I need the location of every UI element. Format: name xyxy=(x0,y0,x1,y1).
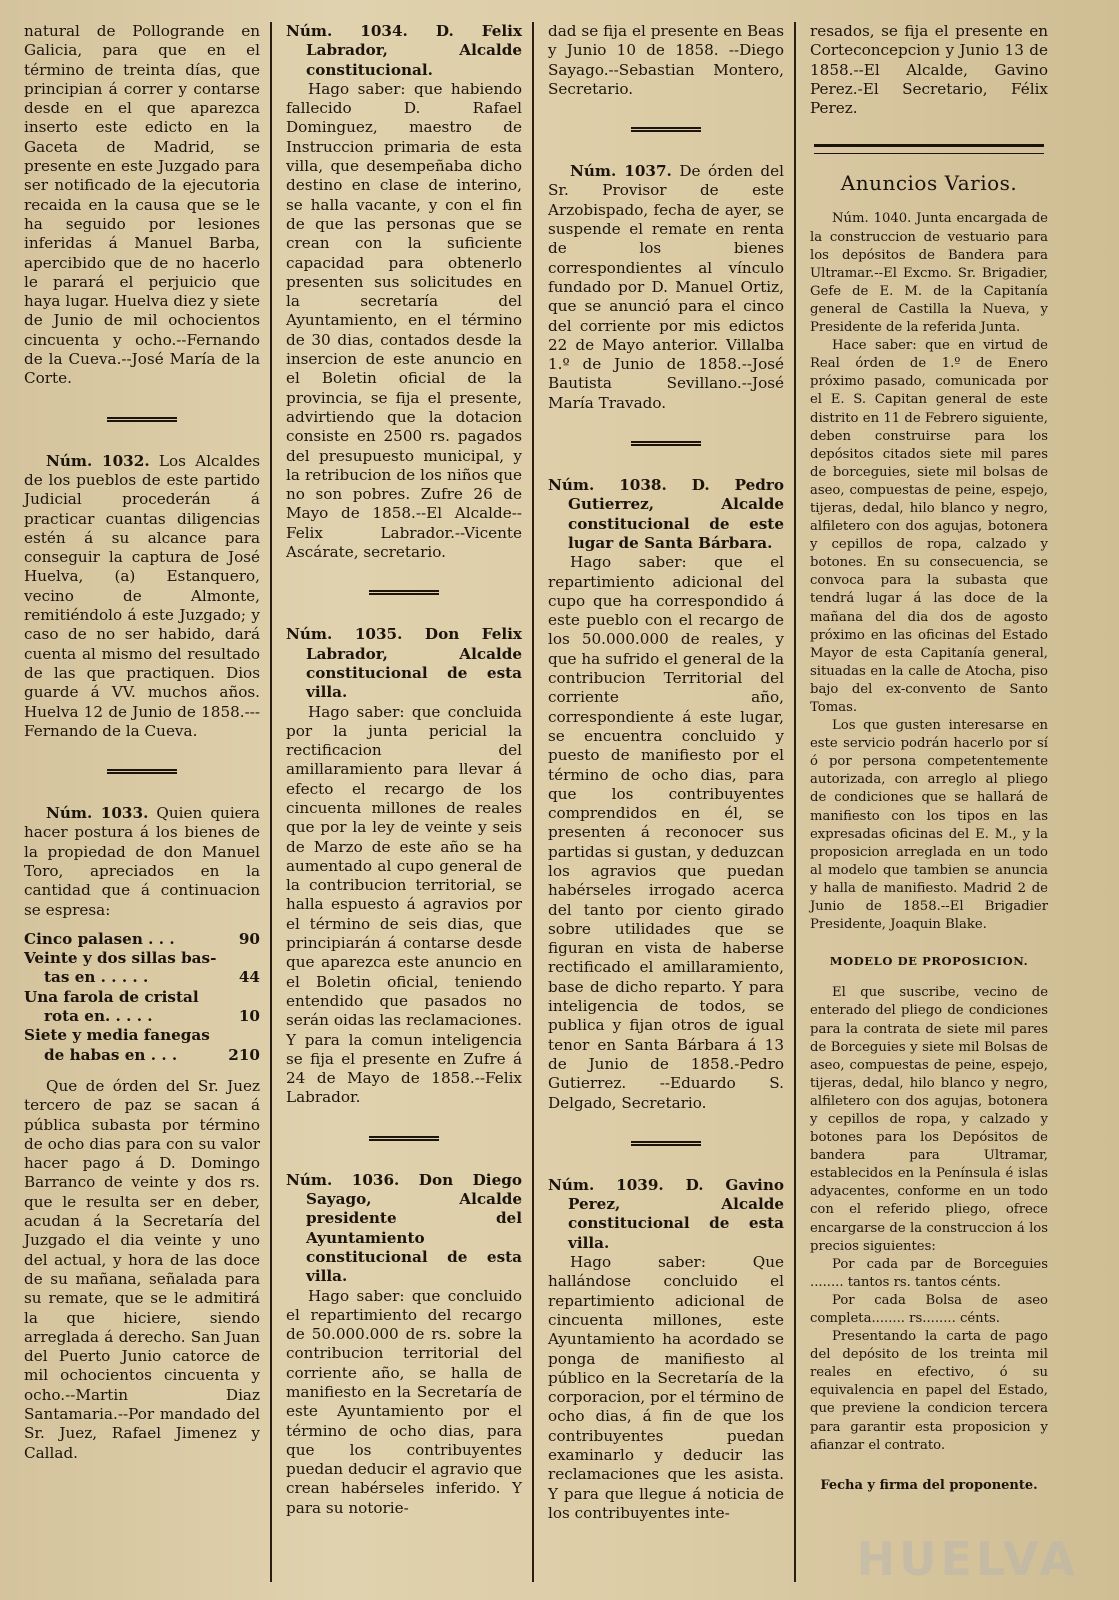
notice-1038-title xyxy=(548,476,784,553)
separator xyxy=(369,590,439,595)
separator xyxy=(631,1141,701,1146)
notice-number: Núm. 1032. xyxy=(46,451,150,470)
signature-line: Fecha y firma del proponente. xyxy=(820,1477,1038,1493)
notice-text: De órden del Sr. Provisor de este Arzobispado, fecha de ayer, se suspende el remate en renta de los bienes correspondientes al vínculo fundado por D. Manuel Ortiz, que se anunció para el cinco del corriente por mis edictos 22 de Mayo anterior. Villalba 1.º de Junio de 1858.--José Bautista Sevillano.--José María Travado. xyxy=(548,162,784,412)
separator xyxy=(631,127,701,132)
continued-text: dad se fija el presente en Beas y Junio 10 de 1858. --Diego Sayago.--Sebastian Montero, Secretario. xyxy=(548,22,784,98)
notice-title: D. Felix Labrador, Alcalde constitucional. xyxy=(306,22,522,79)
notice-number: Núm. 1035. xyxy=(286,625,403,644)
separator xyxy=(107,417,177,422)
goods-label-cont: rota en. . . . . xyxy=(44,1007,153,1026)
notice-text: Quien quiera hacer postura á los bienes de la propiedad de don Manuel Toro, apreciados en la cantidad que á continuacion se espresa: xyxy=(24,804,260,919)
goods-list xyxy=(24,930,260,1065)
continued-text: natural de Pollogrande en Galicia, para que en el término de treinta días, que principian á correr y contarse desde en el que aparezca inserto este edicto en la Gaceta de Madrid, se presente en este Juzgado para ser notificado de la ejecutoria recaida en la causa que se le ha seguido por lesiones inferidas á Manuel Barba, apercibido que de no hacerlo le parará el perjuicio que haya lugar. Huelva diez y siete de Junio de mil ochocientos cincuenta y ocho.--Fernando de la Cueva.--José María de la Corte. xyxy=(24,22,260,388)
library-watermark: HUELVA xyxy=(856,1532,1079,1586)
notice-number: Núm. 1036. xyxy=(286,1170,400,1189)
model-text: El que suscribe, vecino de enterado del pliego de condiciones para la contrata de siete mil pares de Borceguies y siete mil Bolsas de aseo, compuestas de peine, espejo, tijeras, dedal, hilo blanco y negro, alfiletero con dos agujas, botonera y cepillos de ropa, y calzado y botones para los Depósitos de bandera para Ultramar, establecidos en la Península é islas adyacentes, conforme en un todo con el referido pliego, ofrece encargarse de la construccion á los precios siguientes: xyxy=(810,985,1048,1254)
notice-text: Hago saber: que concluido el repartimiento del recargo de 50.000.000 de rs. sobre la contribucion territorial del corriente año, se halla de manifiesto en la Secretaría de este Ayuntamiento por el término de ocho dias, para que los contribuyentes puedan deducir el agravio que crean habérseles inferido. Y para su notorie- xyxy=(286,1286,522,1517)
section-heading: Anuncios Varios. xyxy=(840,171,1018,196)
column-4 xyxy=(796,22,1058,1582)
goods-item xyxy=(24,949,260,988)
notice-1037 xyxy=(548,162,784,413)
goods-value: 44 xyxy=(238,968,260,987)
notice-1039-title xyxy=(548,1176,784,1253)
notice-text: Hago saber: que habiendo fallecido D. Rafael Dominguez, maestro de Instruccion primaria de esta villa, que desempeñaba dicho destino en clase de interino, se halla vacante, y con el fin de que las personas que se crean con la suficiente capacidad para obtenerlo presenten sus solicitudes en la secretaría del Ayuntamiento, en el término de 30 dias, contados desde la insercion de este anuncio en el Boletin oficial de la provincia, se fija el presente, advirtiendo que la dotacion consiste en 2500 rs. pagados del presupuesto municipal, y la retribucion de los niños que no son pobres. Zufre 26 de Mayo de 1858.--El Alcalde--Felix Labrador.--Vicente Ascárate, secretario. xyxy=(286,79,522,562)
model-text: Presentando la carta de pago del depósito de los treinta mil reales en efectivo, ó su equivalencia en papel del Estado, que previene la condicion tercera para garantir esta proposicion y afianzar el contrato. xyxy=(810,1329,1048,1453)
separator xyxy=(107,769,177,774)
goods-value: 10 xyxy=(238,1007,260,1026)
notice-title: D. Gavino Perez, Alcalde constitucional de esta villa. xyxy=(568,1175,784,1252)
goods-label-cont: tas en . . . . . xyxy=(44,968,149,987)
notice-number: Núm. 1037. xyxy=(570,162,672,181)
column-3 xyxy=(534,22,796,1582)
notice-number: Núm. 1038. xyxy=(548,476,667,495)
section-separator xyxy=(814,144,1044,154)
notice-1034-title xyxy=(286,22,522,80)
goods-item xyxy=(24,1026,260,1065)
goods-item xyxy=(24,988,260,1027)
notice-1032 xyxy=(24,452,260,741)
notice-number: Núm. 1033. xyxy=(46,804,149,823)
notice-text: Hago saber: que concluida por la junta pericial la rectificacion del amillaramiento para llevar á efecto el recargo de los cincuenta millones de reales que por la ley de veinte y seis de Marzo de este año se ha aumentado al cupo general de la contribucion territorial, se halla espuesto á agravios por el término de seis dias, que principiarán á contarse desde que aparezca este anuncio en el Boletin oficial, teniendo entendido que pasados no serán oidas las reclamaciones. Y para la comun inteligencia se fija el presente en Zufre á 24 de Mayo de 1858.--Felix Labrador. xyxy=(286,702,522,1107)
goods-value: 90 xyxy=(238,929,260,948)
notice-title: Don Diego Sayago, Alcalde presidente del Ayuntamiento constitucional de esta villa. xyxy=(306,1170,522,1286)
goods-value: 210 xyxy=(228,1045,260,1064)
goods-label: Siete y media fanegas xyxy=(24,1026,210,1045)
notice-1040 xyxy=(810,210,1048,337)
notice-text: Hago saber: que el repartimiento adicional del cupo que ha correspondido á este pueblo con el recargo de los 50.000.000 de reales, y que ha sufrido el general de la contribucion Territorial del corriente año, correspondiente á este lugar, se encuentra concluido y puesto de manifiesto por el término de ocho dias, para que los contribuyentes comprendidos en él, se presenten á reconocer sus partidas si gustan, y deduzcan los agravios que puedan habérseles irrogado acerca del tanto por ciento girado sobre utilidades que se figuran en vista de haberse rectificado el amillaramiento, base de dicho reparto. Y para inteligencia de todos, se publica y fijan otros de igual tenor en Santa Bárbara á 13 de Junio de 1858.-Pedro Gutierrez. --Eduardo S. Delgado, Secretario. xyxy=(548,553,784,1112)
goods-label: Una farola de cristal xyxy=(24,987,199,1006)
price-line: Por cada Bolsa de aseo completa........ rs........ cénts. xyxy=(810,1292,1048,1327)
notice-number: Núm. 1039. xyxy=(548,1175,664,1194)
price-line: Por cada par de Borceguies ........ tantos rs. tantos cénts. xyxy=(810,1256,1048,1290)
model-heading: MODELO DE PROPOSICION. xyxy=(829,954,1029,969)
column-1 xyxy=(10,22,272,1582)
notice-text: Los que gusten interesarse en este servicio podrán hacerlo por sí ó por persona competentemente autorizada, con arreglo al pliego de condiciones que se hallará de manifiesto con los tipos en las expresadas oficinas del E. M., y la proposicion arreglada en un todo al modelo que tambien se anuncia y halla de manifiesto. Madrid 2 de Junio de 1858.--El Brigadier Presidente, Joaquin Blake. xyxy=(810,718,1048,933)
goods-label-cont: de habas en . . . xyxy=(44,1045,178,1064)
goods-label: Veinte y dos sillas bas- xyxy=(24,949,217,968)
notice-title: D. Pedro Gutierrez, Alcalde constitucional de este lugar de Santa Bárbara. xyxy=(568,476,784,552)
notice-text: Junta encargada de la construccion de vestuario para los depósitos de Bandera para Ultramar.--El Excmo. Sr. Brigadier, Gefe de E. M. de la Capitanía general de Castilla la Nueva, y Presidente de la referida Junta. xyxy=(810,211,1048,336)
separator xyxy=(631,441,701,446)
separator xyxy=(369,1136,439,1141)
notice-number: Núm. 1040. xyxy=(832,211,912,227)
goods-item xyxy=(24,930,260,949)
notice-text: Los Alcaldes de los pueblos de este partido Judicial procederán á practicar cuantas diligencias estén á su alcance para conseguir la captura de José Huelva, (a) Estanquero, vecino de Almonte, remitiéndolo á este Juzgado; y caso de no ser habido, dará cuenta al mismo del resultado de las que practiquen. Dios guarde á VV. muchos años. Huelva 12 de Junio de 1858.---Fernando de la Cueva. xyxy=(24,451,260,740)
column-2 xyxy=(272,22,534,1582)
columns xyxy=(10,22,1111,1582)
notice-1033 xyxy=(24,804,260,920)
notice-text: Que de órden del Sr. Juez tercero de paz se sacan á pública subasta por término de ocho dias para con su valor hacer pago á D. Domingo Barranco de veinte y dos rs. que le resulta ser en deber, acudan á la Secretaría del Juzgado el dia veinte y uno del actual, y hora de las doce de su mañana, señalada para su remate, que se le admitirá la que hiciere, siendo arreglada á derecho. San Juan del Puerto Junio catorce de mil ochocientos cincuenta y ocho.--Martin Diaz Santamaria.--Por mandado del Sr. Juez, Rafael Jimenez y Callad. xyxy=(24,1076,260,1462)
notice-1036-title xyxy=(286,1171,522,1287)
notice-number: Núm. 1034. xyxy=(286,22,408,40)
notice-text: Hago saber: Que hallándose concluido el repartimiento adicional de cincuenta millones, este Ayuntamiento ha acordado se ponga de manifiesto al público en la Secretaría de la corporacion, por el término de ocho dias, á fin de que los contribuyentes puedan examinarlo y deducir las reclamaciones que les asista. Y para que llegue á noticia de los contribuyentes inte- xyxy=(548,1253,784,1522)
notice-1035-title xyxy=(286,625,522,702)
continued-text: resados, se fija el presente en Corteconcepcion y Junio 13 de 1858.--El Alcalde, Gavino Perez.-El Secretario, Félix Perez. xyxy=(810,22,1048,118)
notice-title: Don Felix Labrador, Alcalde constitucional de esta villa. xyxy=(306,625,522,702)
goods-label: Cinco palasen . . . xyxy=(24,929,175,948)
notice-text: Hace saber: que en virtud de Real órden de 1.º de Enero próximo pasado, comunicada por el E. S. Capitan general de este distrito en 11 de Febrero siguiente, deben construirse para los depósitos citados siete mil pares de borceguies, siete mil bolsas de aseo, compuestas de peine, espejo, tijeras, dedal, hilo blanco y negro, alfiletero con dos agujas, botonera y cepillos de ropa, calzado y botones. En su consecuencia, se convoca para la subasta que tendrá lugar á las doce de la mañana del dia dos de agosto próximo en las oficinas del Estado Mayor de esta Capitanía general, situadas en la calle de Atocha, piso bajo del ex-convento de Santo Tomas. xyxy=(810,338,1048,716)
